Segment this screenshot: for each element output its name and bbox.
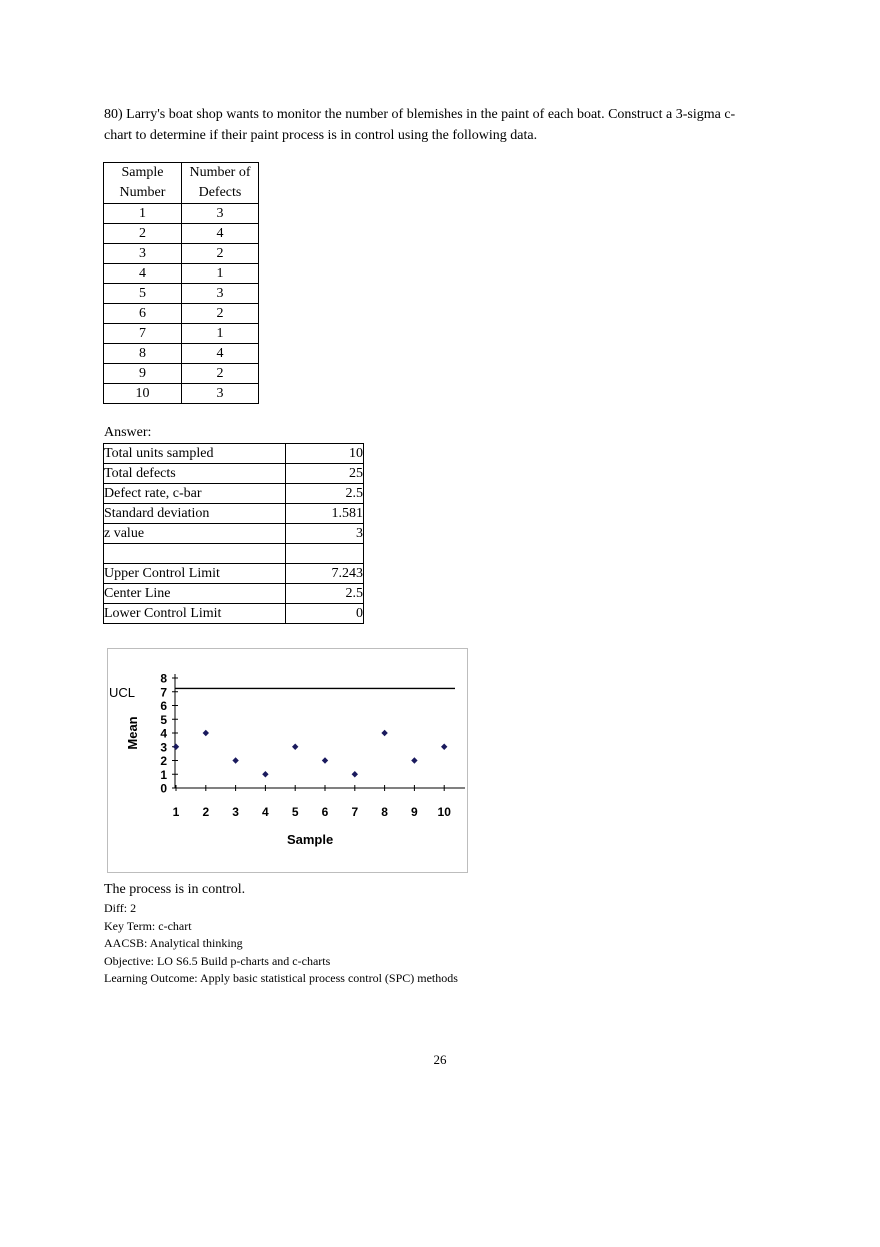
x-tick-label: 9	[411, 805, 418, 819]
answer-label-cell: Center Line	[104, 584, 286, 604]
table-row	[104, 304, 259, 324]
table-row	[104, 264, 259, 284]
answer-label-cell: Standard deviation	[104, 504, 286, 524]
y-tick-label: 2	[160, 754, 167, 768]
answer-value-cell: 0	[286, 604, 364, 624]
answer-row	[104, 464, 364, 484]
answer-label: Answer:	[104, 425, 152, 440]
meta-objective: Objective: LO S6.5 Build p-charts and c-charts	[104, 953, 331, 968]
sample-number-cell: 7	[104, 324, 182, 344]
c-chart	[107, 648, 468, 873]
y-tick-label: 7	[160, 685, 167, 700]
answer-value-cell	[286, 544, 364, 564]
footer-block	[104, 880, 458, 988]
sample-number-cell: 6	[104, 304, 182, 324]
x-tick-label: 6	[321, 805, 329, 819]
ucl-label: UCL	[109, 684, 136, 700]
x-tick-label: 10	[437, 805, 451, 819]
x-tick-label: 5	[291, 805, 299, 819]
defects-cell: 1	[182, 264, 259, 284]
x-tick-label: 2	[202, 805, 210, 819]
y-tick-label: 1	[160, 767, 167, 782]
answer-row	[104, 584, 364, 604]
y-tick-label: 6	[160, 699, 167, 713]
defects-cell: 3	[182, 384, 259, 404]
table-row	[104, 344, 259, 364]
sample-number-cell: 3	[104, 244, 182, 264]
table-row	[104, 284, 259, 304]
answer-row	[104, 524, 364, 544]
sample-number-cell: 4	[104, 264, 182, 284]
sample-data-body	[104, 204, 259, 404]
answer-label-cell	[104, 544, 286, 564]
defects-cell: 4	[182, 224, 259, 244]
answer-value-cell: 2.5	[286, 584, 364, 604]
answer-row	[104, 484, 364, 504]
table-row	[104, 324, 259, 344]
y-tick-label: 3	[160, 740, 167, 755]
c-chart-svg	[107, 648, 468, 873]
x-tick-label: 3	[232, 805, 239, 819]
defects-cell: 4	[182, 344, 259, 364]
answer-row	[104, 444, 364, 464]
table-row	[104, 224, 259, 244]
table-row	[104, 204, 259, 224]
table-row	[104, 384, 259, 404]
defects-cell: 3	[182, 204, 259, 224]
sample-number-cell: 8	[104, 344, 182, 364]
sample-number-cell: 9	[104, 364, 182, 384]
defects-cell: 1	[182, 324, 259, 344]
answer-row	[104, 564, 364, 584]
answer-table-body	[104, 444, 364, 624]
answer-value-cell: 3	[286, 524, 364, 544]
sample-data-table	[103, 162, 259, 404]
answer-table	[103, 443, 364, 624]
defects-cell: 2	[182, 304, 259, 324]
question-text: 80) Larry's boat shop wants to monitor the number of blemishes in the paint of each boat. Construct a 3-sigma c-chart to determine if their paint process is in control using the following data.	[104, 107, 736, 143]
x-tick-label: 1	[172, 805, 180, 819]
sample-number-cell: 1	[104, 204, 182, 224]
answer-label-cell: Total units sampled	[104, 444, 286, 464]
answer-row	[104, 544, 364, 564]
table-row	[104, 364, 259, 384]
header-sample-number: Sample Number	[104, 163, 182, 204]
sample-number-cell: 5	[104, 284, 182, 304]
defects-cell: 2	[182, 244, 259, 264]
answer-label-cell: z value	[104, 524, 286, 544]
sample-number-cell: 2	[104, 224, 182, 244]
y-tick-label: 5	[160, 712, 167, 727]
answer-value-cell: 25	[286, 464, 364, 484]
answer-label-cell: Total defects	[104, 464, 286, 484]
answer-label-cell: Lower Control Limit	[104, 604, 286, 624]
answer-value-cell: 1.581	[286, 504, 364, 524]
page-number: 26	[433, 1052, 447, 1067]
y-tick-label: 8	[160, 671, 167, 686]
answer-row	[104, 504, 364, 524]
table-row	[104, 244, 259, 264]
answer-value-cell: 2.5	[286, 484, 364, 504]
meta-learning-outcome: Learning Outcome: Apply basic statistical process control (SPC) methods	[104, 971, 458, 985]
meta-key-term: Key Term: c-chart	[104, 918, 192, 933]
defects-cell: 2	[182, 364, 259, 384]
y-tick-label: 4	[160, 726, 167, 741]
meta-aacsb: AACSB: Analytical thinking	[104, 936, 243, 950]
x-tick-label: 8	[381, 805, 388, 819]
answer-label-cell: Upper Control Limit	[104, 564, 286, 584]
x-axis-title: Sample	[286, 832, 334, 847]
defects-cell: 3	[182, 284, 259, 304]
answer-value-cell: 7.243	[286, 564, 364, 584]
x-tick-label: 4	[262, 805, 269, 819]
answer-label-cell: Defect rate, c-bar	[104, 484, 286, 504]
y-axis-title: Mean	[125, 716, 140, 750]
answer-row	[104, 604, 364, 624]
header-number-of-defects: Number of Defects	[182, 163, 259, 204]
answer-value-cell: 10	[286, 444, 364, 464]
x-tick-label: 7	[351, 805, 359, 819]
y-tick-label: 0	[160, 781, 167, 796]
meta-difficulty: Diff: 2	[104, 901, 137, 915]
conclusion: The process is in control.	[104, 882, 246, 897]
sample-number-cell: 10	[104, 384, 182, 404]
